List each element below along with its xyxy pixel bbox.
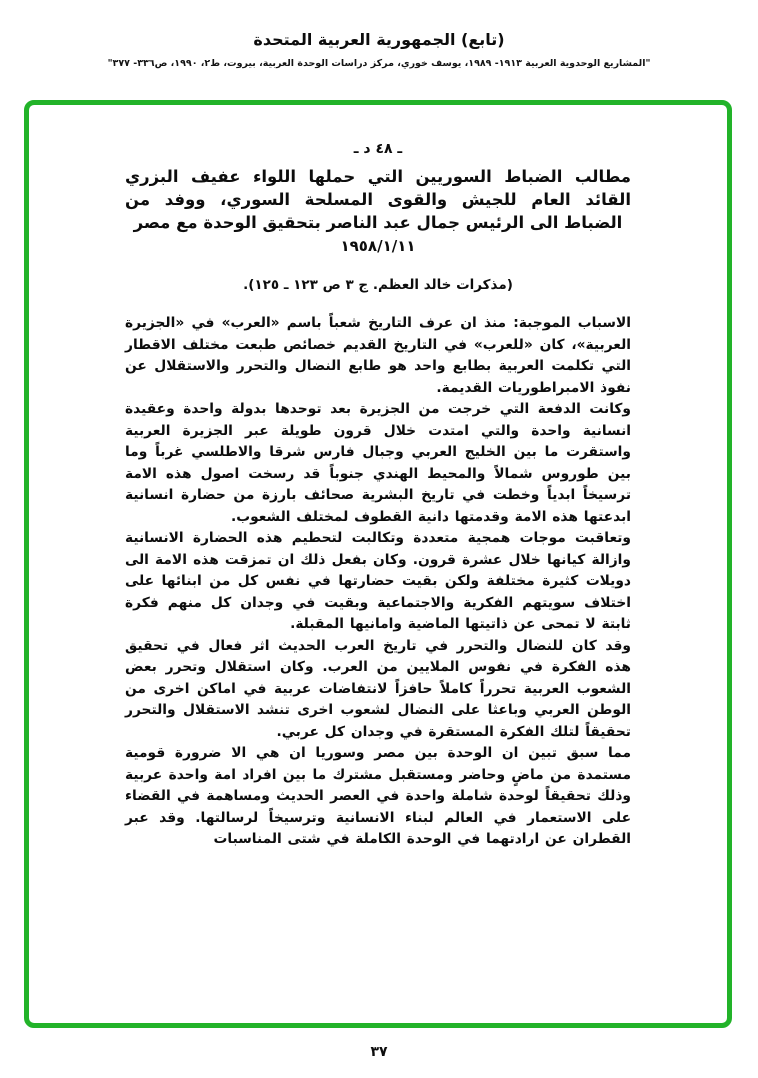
section-number: ـ ٤٨ د ـ — [353, 141, 403, 157]
document-date: ١٩٥٨/١/١١ — [340, 237, 416, 255]
document-body — [125, 313, 631, 851]
source-reference: (مذكرات خالد العظم. ج ٣ ص ١٢٣ ـ ١٢٥). — [243, 277, 513, 293]
header-citation: "المشاريع الوحدوية العربية ١٩١٣- ١٩٨٩، يوسف خوري، مركز دراسات الوحدة العربية، بيروت، ط٢، ١٩٩٠، ص٣٣٦- ٣٧٧" — [107, 58, 651, 69]
document-frame — [24, 100, 732, 1028]
paragraph-egypt-syria-unity: مما سبق تبين ان الوحدة بين مصر وسوريا ان هي الا ضرورة قومية مستمدة من ماضٍ وحاضر ومستقبل مشترك ما بين افراد امة واحدة عربية وذلك تحقيقاً لوحدة شاملة واحدة في العصر الحديث ومساهمة في القضاء على الاستعمار في العالم لبناء الانسانية وترسيخاً لرسالتها. وقد عبر القطران عن ارادتهما في الوحدة الكاملة في شتى المناسبات — [125, 745, 631, 847]
document-content — [125, 141, 631, 851]
paragraph-preamble: الاسباب الموجبة: منذ ان عرف التاريخ شعباً باسم «العرب» في «الجزيرة العربية»، كان «للعرب» في التاريخ القديم خصائص طبعت مختلف الاقطار التي تكلمت العربية بطابع واحد هو طابع النضال والتحرر والاستقلال عن نفوذ الامبراطوريات القديمة. — [125, 315, 631, 396]
header-title: (تابع) الجمهورية العربية المتحدة — [253, 30, 505, 49]
document-title: مطالب الضباط السوريين التي حملها اللواء عفيف البزري القائد العام للجيش والقوى المسلحة السوري، ووفد من الضباط الى الرئيس جمال عبد الناصر بتحقيق الوحدة مع مصر — [125, 167, 631, 232]
paragraph-invasions: وتعاقبت موجات همجية متعددة وتكالبت لتحطيم هذه الحضارة الانسانية وازالة كيانها خلال عشرة قرون. وكان بفعل ذلك ان تمزقت هذه الامة الى دويلات كثيرة مختلفة ولكن بقيت حضارتها في نفس كل من ابنائها على اختلاف سويتهم الفكرية والاجتماعية وبقيت في وجدان كل منهم فكرة ثابتة لا تمحى عن ذاتيتها الماضية وامانيها المقبلة. — [125, 530, 631, 632]
page-number: ٣٧ — [370, 1044, 388, 1060]
page-header — [0, 0, 758, 69]
paragraph-history-unity: وكانت الدفعة التي خرجت من الجزيرة بعد توحدها بدولة واحدة وعقيدة انسانية واحدة والتي امتدت خلال قرون طويلة عبر الجزيرة العربية واستقرت ما بين الخليج العربي وجبال فارس شرقا والاطلسي غرباً وما بين طوروس شمالاً والمحيط الهندي جنوباً قد رسخت اصول هذه الامة ترسيخاً ابدياً وخطت في تاريخ البشرية صحائف بارزة من حضارة انسانية ابدعتها هذه الامة وقدمتها دانية القطوف لمختلف الشعوب. — [125, 401, 631, 525]
paragraph-liberation-struggle: وقد كان للنضال والتحرر في تاريخ العرب الحديث اثر فعال في تحقيق هذه الفكرة في نفوس الملايين من العرب. وكان استقلال وتحرر بعض الشعوب العربية تحرراً كاملاً حافزاً لانتفاضات عربية في اماكن اخرى من الوطن العربي وباعثا على النضال لشعوب اخرى تنشد الاستقلال والتحرر تحقيقاً لتلك الفكرة المستقرة في وجدان كل عربي. — [125, 637, 631, 740]
